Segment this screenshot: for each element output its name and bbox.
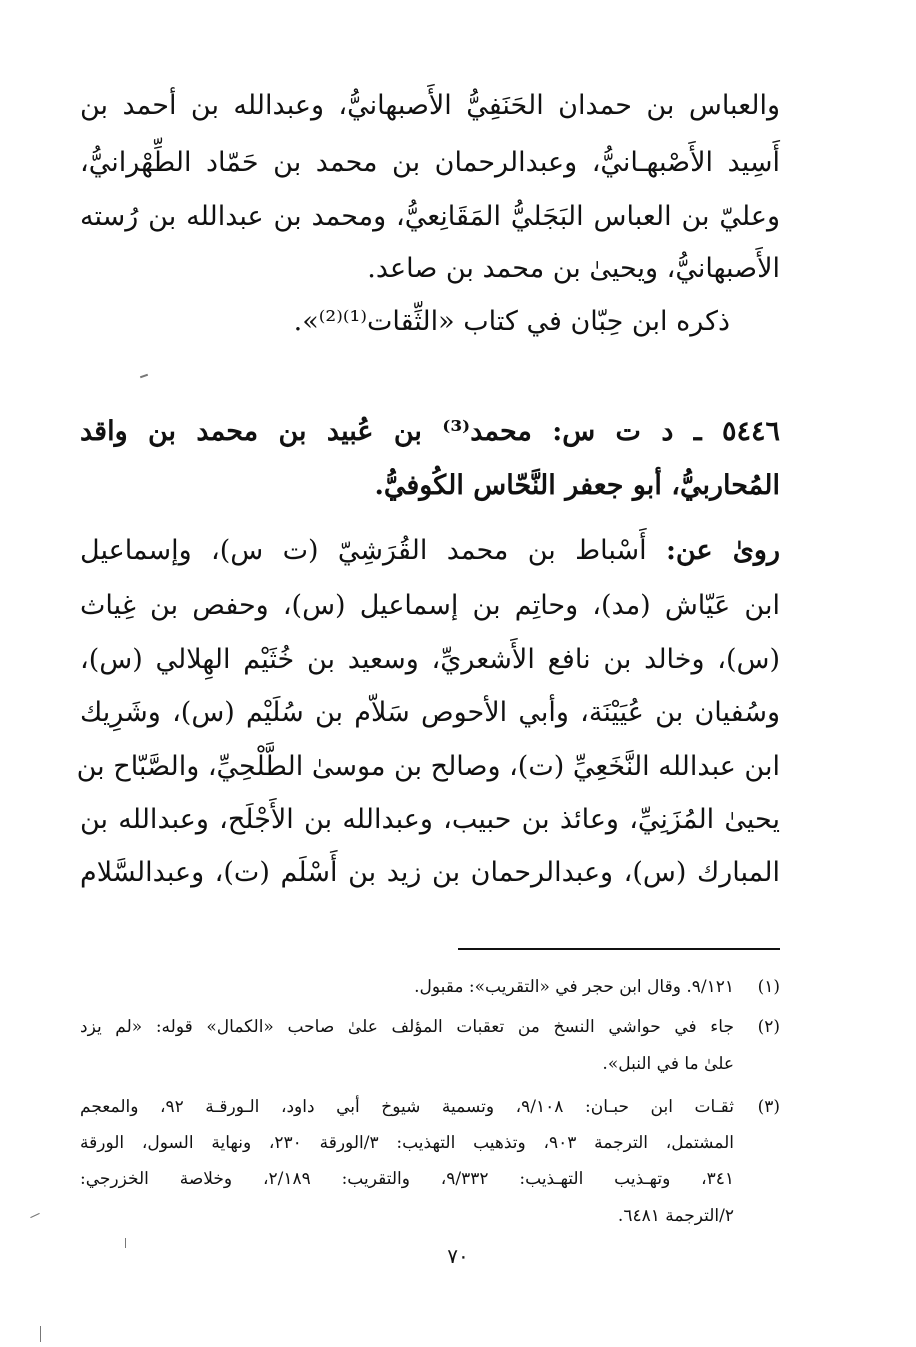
footnote-text: ثقـات ابن حبـان: ٩/١٠٨، وتسمية شيوخ أبي داود، الـورقـة ٩٢، والمعجم [80,1097,735,1117]
text-line: والعباس بن حمدان الحَنَفِيُّ الأَصبهانيُّ، وعبدالله بن أحمد بن [80,90,780,121]
footnote-3-continued [80,1164,780,1194]
footnote-text: ٢/الترجمة ٦٤٨١. [617,1206,734,1226]
text-line: المبارك (س)، وعبدالرحمان بن زيد بن أَسْلَم (ت)، وعبدالسَّلام [80,857,780,888]
footnote-3 [80,1092,780,1122]
scan-speck [40,1326,41,1342]
text-line: يحيىٰ المُزَنِيِّ، وعائذ بن حبيب، وعبدالله بن الأَجْلَح، وعبدالله بن [80,804,780,835]
footnote-divider [458,948,780,950]
text-line: ابن عَيّاش (مد)، وحاتِم بن إسماعيل (س)، وحفص بن غِياث [80,590,780,621]
footnote-text: علىٰ ما في النبل». [602,1054,734,1074]
footnote-3-continued [80,1201,780,1231]
footnote-1 [80,972,780,1002]
text-line: ذكره ابن حِبّان في كتاب «الثِّقات⁽¹⁾⁽²⁾». [293,306,730,337]
text-line: ابن عبدالله النَّخَعِيِّ (ت)، وصالح بن موسىٰ الطَّلْحِيِّ، والصَّبّاح بن [76,751,780,782]
footnote-number: (١) [757,977,780,997]
footnote-number: (٢) [757,1017,780,1037]
footnote-3-continued [80,1128,780,1158]
text-line: الأَصبهانيُّ، ويحيىٰ بن محمد بن صاعد. [367,253,780,284]
scan-speck [140,374,148,379]
footnote-text: المشتمل، الترجمة ٩٠٣، وتذهيب التهذيب: ٣/الورقة ٢٣٠، ونهاية السول، الورقة [80,1133,735,1153]
entry-heading: ٥٤٤٦ ـ د ت س: محمد⁽³⁾ بن عُبيد بن محمد بن واقد [80,416,781,447]
page-number: ٧٠ [447,1244,469,1268]
narrated-from-text: أَسْباط بن محمد القُرَشِيّ (ت س)، وإسماعيل [80,535,647,566]
entry-heading-continued: المُحاربيُّ، أبو جعفر النَّحّاس الكُوفيُّ. [374,470,780,501]
footnote-2-continued [80,1049,780,1079]
text-line: (س)، وخالد بن نافع الأَشعريِّ، وسعيد بن خُثَيْم الهِلالي (س)، [80,644,780,675]
footnote-number: (٣) [757,1097,780,1117]
text-line: وسُفيان بن عُيَيْنَة، وأبي الأحوص سَلاّم بن سُلَيْم (س)، وشَرِيك [80,697,780,728]
scan-speck [125,1238,126,1248]
narrated-from-line [80,533,780,569]
footnote-2 [80,1012,780,1042]
footnote-text: جاء في حواشي النسخ من تعقبات المؤلف علىٰ صاحب «الكمال» قوله: «لم يزد [80,1017,734,1037]
narrated-from-label: روىٰ عن: [665,535,780,566]
footnote-text: ٣٤١، وتهـذيب التهـذيب: ٩/٣٣٢، والتقريب: ٢/١٨٩، وخلاصة الخزرجي: [80,1169,735,1189]
text-line: وعليّ بن العباس البَجَليُّ المَقَانِعيُّ، ومحمد بن عبدالله بن رُسته [80,201,780,232]
scan-speck [30,1213,39,1218]
text-line: أَسِيد الأَصْبهـانيُّ، وعبدالرحمان بن محمد بن حَمّاد الطِّهْرانيُّ، [80,147,780,178]
footnote-text: ٩/١٢١. وقال ابن حجر في «التقريب»: مقبول. [414,977,734,997]
